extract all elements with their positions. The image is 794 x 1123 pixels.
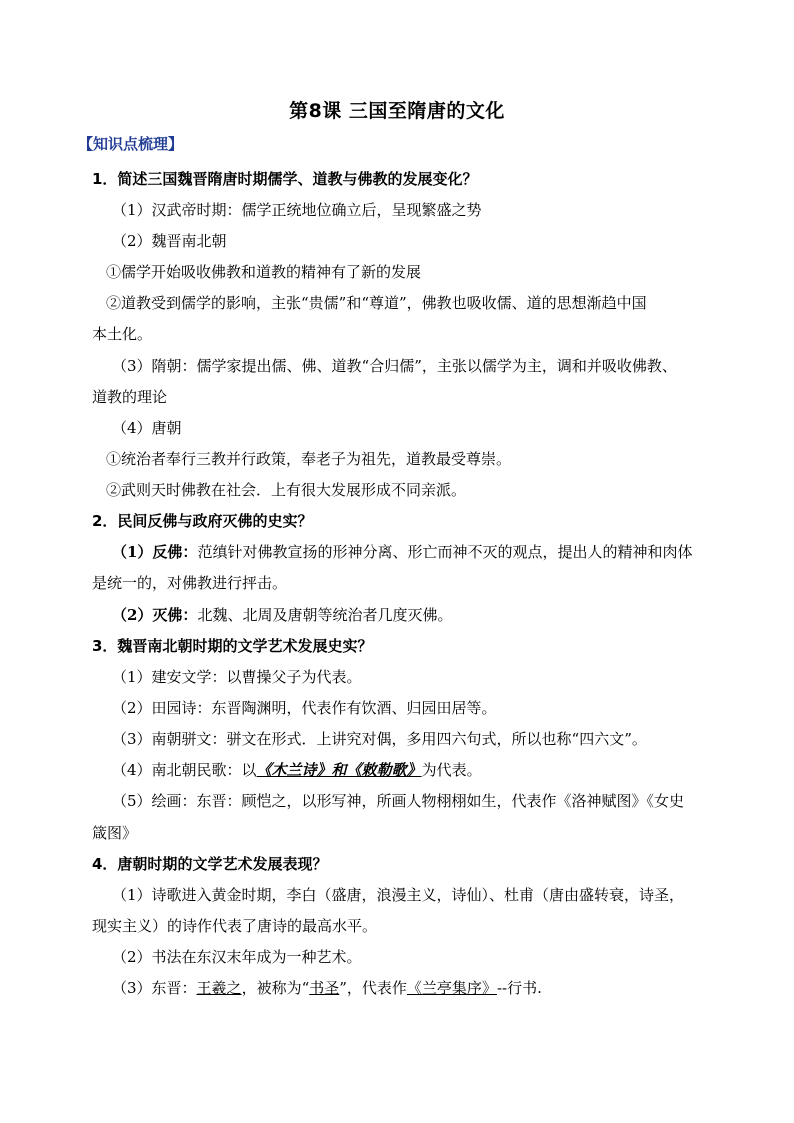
q4-line-4-d: --行书. [496, 979, 542, 997]
q2-line-1 [112, 541, 692, 563]
q3-folk-songs-underlined: 《木兰诗》和《敕勒歌》 [256, 761, 422, 779]
question-2-heading: 2．民间反佛与政府灭佛的史实？ [92, 512, 313, 530]
q4-line-2: 现实主义）的诗作代表了唐诗的最高水平。 [92, 917, 378, 935]
q4-shusheng-underlined: 书圣 [309, 979, 340, 997]
q1-line-5: 本土化。 [92, 325, 153, 343]
q3-line-3: （3）南朝骈文：骈文在形式．上讲究对偶，多用四六句式，所以也称“四六文”。 [112, 730, 647, 748]
q1-line-2: （2）魏晋南北朝 [112, 232, 227, 250]
q2-line-3 [112, 604, 452, 626]
q3-line-4-suffix: 为代表。 [421, 761, 482, 779]
q2-label-suppression: （2）灭佛： [112, 606, 198, 624]
q4-wang-xizhi-underlined: 王羲之 [196, 979, 242, 997]
q1-line-10: ②武则天时佛教在社会．上有很大发展形成不同亲派。 [106, 481, 467, 499]
q4-line-4 [112, 977, 542, 999]
q1-line-1: （1）汉武帝时期：儒学正统地位确立后，呈现繁盛之势 [112, 201, 482, 219]
section-tag: 【知识点梳理】 [78, 135, 184, 153]
q3-line-6: 箴图》 [92, 824, 138, 842]
q1-line-8: （4）唐朝 [112, 419, 182, 437]
q1-line-4: ②道教受到儒学的影响，主张“贵儒”和“尊道”，佛教也吸收儒、道的思想渐趋中国 [106, 294, 647, 312]
page-title: 第8课 三国至隋唐的文化 [289, 100, 505, 122]
q3-line-4-prefix: （4）南北朝民歌：以 [112, 761, 257, 779]
q3-line-2: （2）田园诗：东晋陶渊明，代表作有饮酒、归园田居等。 [112, 699, 497, 717]
q1-line-6: （3）隋朝：儒学家提出儒、佛、道教“合归儒”，主张以儒学为主，调和并吸收佛教、 [112, 357, 677, 375]
question-1-heading: 1．简述三国魏晋隋唐时期儒学、道教与佛教的发展变化？ [92, 170, 478, 188]
question-3-heading: 3．魏晋南北朝时期的文学艺术发展史实？ [92, 637, 373, 655]
q2-line-2: 是统一的，对佛教进行抨击。 [92, 574, 288, 592]
q1-line-7: 道教的理论 [92, 388, 168, 406]
q3-line-4 [112, 759, 482, 781]
q3-line-1: （1）建安文学：以曹操父子为代表。 [112, 668, 362, 686]
q4-line-1: （1）诗歌进入黄金时期，李白（盛唐，浪漫主义，诗仙）、杜甫（唐由盛转衰，诗圣， [112, 886, 685, 904]
q4-lanting-underlined: 《兰亭集序》 [406, 979, 497, 997]
q4-line-4-a: （3）东晋： [112, 979, 197, 997]
q4-line-3: （2）书法在东汉末年成为一种艺术。 [112, 948, 362, 966]
q1-line-3: ①儒学开始吸收佛教和道教的精神有了新的发展 [106, 263, 422, 281]
q2-text-anti-buddhism: 范缜针对佛教宣扬的形神分离、形亡而神不灭的观点，提出人的精神和肉体 [197, 543, 693, 561]
question-4-heading: 4．唐朝时期的文学艺术发展表现？ [92, 855, 328, 873]
q2-text-suppression: 北魏、北周及唐朝等统治者几度灭佛。 [197, 606, 453, 624]
q2-label-anti-buddhism: （1）反佛： [112, 543, 198, 561]
q4-line-4-c: ”，代表作 [339, 979, 407, 997]
q4-line-4-b: ，被称为“ [241, 979, 310, 997]
q1-line-9: ①统治者奉行三教并行政策，奉老子为祖先，道教最受尊崇。 [106, 450, 512, 468]
q3-line-5: （5）绘画：东晋：顾恺之，以形写神，所画人物栩栩如生，代表作《洛神赋图》《女史 [112, 792, 685, 810]
